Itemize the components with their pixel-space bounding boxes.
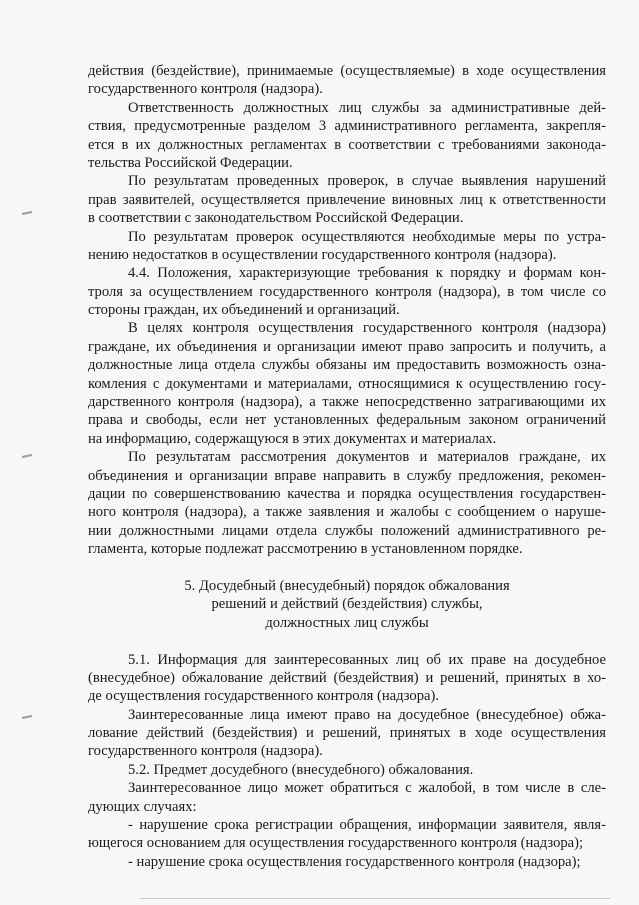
document-body	[88, 62, 606, 871]
paragraph-line: По результатам проведенных проверок, в случае выявления нарушений	[128, 173, 606, 190]
paragraph-line: По результатам проверок осуществляются необходимые меры по устра-	[128, 228, 606, 245]
paragraph-line: в соответствии с законодательством Российской Федерации.	[88, 210, 464, 227]
paragraph-line: должностные лица отдела службы обязаны им предоставить возможность озна-	[88, 357, 606, 374]
paragraph-line: 4.4. Положения, характеризующие требования к порядку и формам кон-	[128, 265, 606, 282]
paragraph-line: лование действий (бездействия) и решений, принятых в ходе осуществления	[88, 725, 606, 742]
paragraph-line: дации по совершенствованию качества и порядка осуществления государствен-	[88, 485, 606, 502]
paragraph-line: По результатам рассмотрения документов и материалов граждане, их	[128, 449, 606, 466]
paragraph-line: действия (бездействие), принимаемые (осуществляемые) в ходе осуществления	[88, 63, 606, 79]
paragraph-line: стороны граждан, их объединений и организаций.	[88, 302, 400, 319]
paragraph-line: дующих случаях:	[88, 798, 197, 815]
paragraph-line: дарственного контроля (надзора), а также непосредственно затрагивающими их	[88, 394, 606, 411]
margin-mark	[22, 211, 32, 215]
paragraph-line: Ответственность должностных лиц службы за административные дей-	[128, 99, 606, 116]
paragraph-line: Заинтересованные лица имеют право на досудебное (внесудебное) обжа-	[128, 706, 606, 723]
paragraph-line: ется в их должностных регламентах в соответствии с требованиями законода-	[88, 136, 606, 153]
paragraph-line: граждане, их объединения и организации имеют право запросить и получить, а	[88, 338, 606, 355]
section-heading: 5. Досудебный (внесудебный) порядок обжалования	[184, 577, 510, 594]
paragraph-line: нии должностными лицами отдела службы положений административного ре-	[88, 522, 606, 539]
paragraph-line: троля за осуществлением государственного контроля (надзора), в том числе со	[88, 283, 606, 300]
spacer	[88, 559, 606, 577]
margin-mark	[22, 715, 32, 719]
section-heading: должностных лиц службы	[265, 614, 429, 631]
paragraph-line: де осуществления государственного контроля (надзора).	[88, 688, 439, 705]
page-bottom-edge	[140, 898, 610, 899]
paragraph-line: объединения и организации вправе направить в службу предложения, рекомен-	[88, 467, 606, 484]
list-item: - нарушение срока осуществления государственного контроля (надзора);	[128, 853, 581, 870]
section-heading: решений и действий (бездействия) службы,	[211, 596, 483, 613]
paragraph-line: права и свободы, если нет установленных федеральным законом ограничений	[88, 412, 606, 429]
paragraph-line: государственного контроля (надзора).	[88, 743, 323, 760]
paragraph-line: В целях контроля осуществления государственного контроля (надзора)	[128, 320, 606, 337]
paragraph-line: на информацию, содержащуюся в этих документах и материалах.	[88, 430, 497, 447]
paragraph-line: 5.1. Информация для заинтересованных лиц об их праве на досудебное	[128, 651, 606, 668]
paragraph-line: Заинтересованное лицо может обратиться с жалобой, в том числе в сле-	[128, 780, 606, 797]
paragraph-line: комления с документами и материалами, относящимися к осуществлению госу-	[88, 375, 606, 392]
list-item: - нарушение срока регистрации обращения, информации заявителя, явля-	[128, 817, 606, 834]
margin-mark	[22, 454, 32, 458]
paragraph-line: ного контроля (надзора), а также заявления и жалобы с сообщением о наруше-	[88, 504, 606, 521]
spacer	[88, 632, 606, 650]
paragraph-line: гламента, которые подлежат рассмотрению в установленном порядке.	[88, 541, 523, 558]
paragraph-line: (внесудебное) обжалование действий (бездействия) и решений, принятых в хо-	[88, 669, 606, 686]
list-item: ющегося основанием для осуществления государственного контроля (надзора);	[88, 835, 584, 852]
paragraph-line: прав заявителей, осуществляется привлечение виновных лиц к ответственности	[88, 191, 606, 208]
paragraph-line: государственного контроля (надзора).	[88, 81, 323, 98]
paragraph-line: ствия, предусмотренные разделом 3 административного регламента, закрепля-	[88, 118, 606, 135]
paragraph-line: нению недостатков в осуществлении государственного контроля (надзора).	[88, 246, 557, 263]
paragraph-line: тельства Российской Федерации.	[88, 154, 293, 171]
paragraph-line: 5.2. Предмет досудебного (внесудебного) обжалования.	[128, 761, 474, 778]
